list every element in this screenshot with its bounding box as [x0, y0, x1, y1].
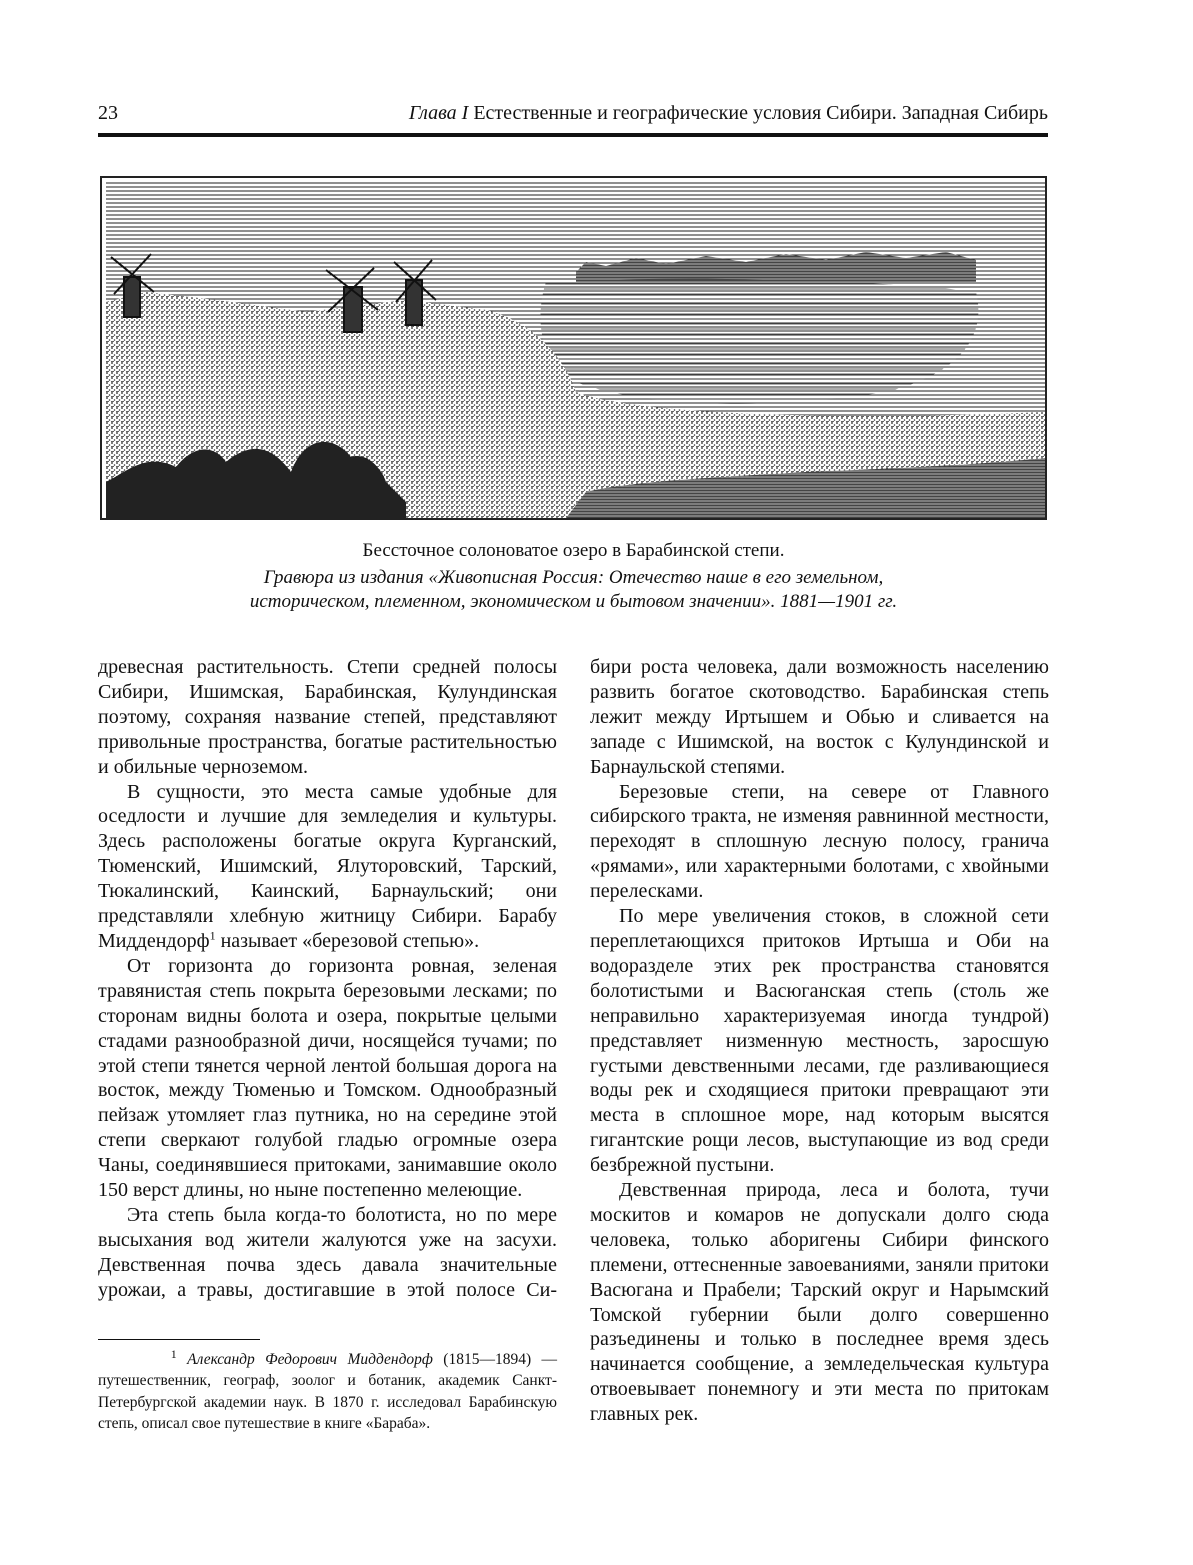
chapter-title: Естественные и географические условия Сибири. Западная Сибирь: [473, 102, 1048, 124]
figure-caption-title: Бессточное солоноватое озеро в Барабинской степи.: [362, 540, 785, 561]
page-number: 23: [98, 102, 118, 124]
paragraph: От горизонта до горизонта ровная, зеленая травянистая степь покрыта березовыми лесками; по сторонам видны болота и озера, покрытые целыми стадами разнообразной дичи, носящейся тучами; по этой степи тянется черной лентой большая дорога на восток, между Тюменью и Томском. Однообразный пейзаж утомляет глаз путника, но на середине этой степи сверкают голубой гладью огромные озера Чаны, соединявшиеся притоками, занимавшие около 150 верст длины, но ныне постепенно мелеющие.: [98, 954, 557, 1202]
chapter-label: Глава I: [408, 102, 469, 124]
paragraph-text: называет «березовой степью».: [215, 929, 480, 952]
footnote-ref: 1: [209, 928, 216, 943]
engraving-figure: [100, 176, 1047, 520]
paragraph: Березовые степи, на севере от Главного сибирского тракта, не изменяя равнинной местности, переходят в сплошную лесную полосу, гранича «рямами», или характерными болотами, с хвойными перелесками.: [590, 780, 1049, 903]
footnote-text: (1815—1894) — путешественник, географ, зоолог и ботаник, академик Санкт-Петербургской академии наук. В 1870 г. исследовал Барабинскую степь, описал свое путешествие в книге «Бараба».: [98, 1351, 558, 1432]
footnote-marker: 1: [170, 1346, 177, 1361]
caption-source-line-2: историческом, племенном, экономическом и бытовом значении». 1881—1901 гг.: [249, 591, 898, 612]
right-column: [590, 655, 1049, 1427]
caption-source-line-1: Гравюра из издания «Живописная Россия: Отечество наше в его земельном,: [263, 567, 884, 588]
figure-caption-source: [100, 566, 1047, 614]
steppe-lake-engraving: [106, 182, 1045, 518]
paragraph: бири роста человека, дали возможность населению развить богатое скотоводство. Барабинская степь лежит между Иртышем и Обью и сливается на западе с Ишимской, на восток с Кулундинской и Барнаульской степями.: [590, 656, 1049, 778]
paragraph: [98, 780, 557, 954]
footnote-rule: [98, 1339, 260, 1340]
paragraph: древесная растительность. Степи средней полосы Сибири, Ишимская, Барабинская, Кулундинская поэтому, сохраняя название степей, представляют привольные пространства, богатые растительностью и обильные черноземом.: [98, 656, 557, 778]
left-column: [98, 655, 557, 1303]
paragraph: Эта степь была когда-то болотиста, но по мере высыхания вод жители жалуются уже на засухи. Девственная почва здесь давала значительные урожаи, а травы, достигавшие в этой полосе Си-: [98, 1203, 557, 1301]
paragraph: По мере увеличения стоков, в сложной сети переплетающихся притоков Иртыша и Оби на водоразделе этих рек пространства становятся болотистыми и Васюганская степь (столь же неправильно характеризуемая иногда тундрой) представляет низменную местность, заросшую густыми девственными лесами, где разливающиеся воды рек и сходящиеся притоки превращают эти места в сплошное море, над которым высятся гигантские рощи лесов, выступающие из вод среди безбрежной пустыни.: [590, 905, 1049, 1177]
paragraph-text: В сущности, это места самые удобные для оседлости и лучшие для земледелия и культуры. Здесь расположены богатые округа Курганский, Тюменский, Ишимский, Ялуторовский, Тарский, Тюкалинский, Каинский, Барнаульский; они представляли хлебную житницу Сибири. Барабу Миддендорф: [98, 780, 557, 952]
header-rule: [98, 133, 1048, 137]
running-head: [222, 101, 1048, 125]
paragraph: Девственная природа, леса и болота, тучи москитов и комаров не допускали долго сюда человека, только аборигены Сибири финского племени, оттесненные завоеваниями, заняли притоки Васюгана и Прабели; Тарский округ и Нарымский Томской губернии были долго совершенно разъединены и только в последнее время здесь начинается сообщение, а земледельческая культура отвоевывает понемногу и эти места по притокам главных рек.: [590, 1179, 1049, 1426]
footnote-name: Александр Федорович Миддендорф: [187, 1351, 433, 1368]
footnote: [98, 1346, 558, 1434]
